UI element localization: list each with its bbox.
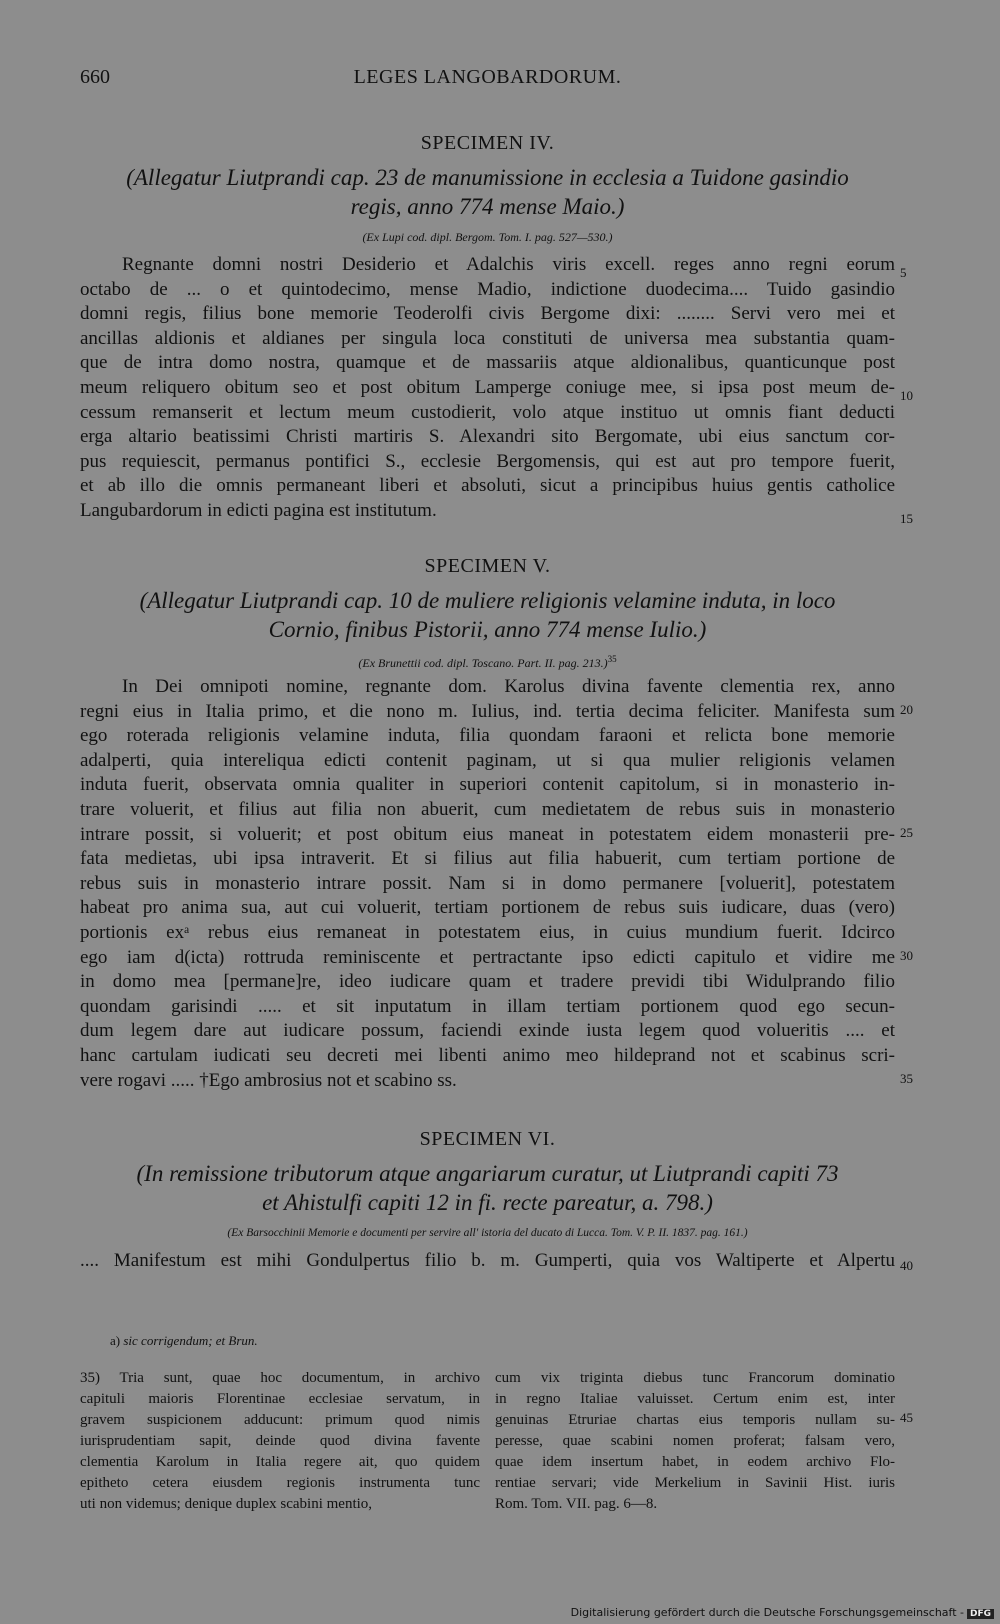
text-line: fata medietas, ubi ipsa intraverit. Et si filius aut filia habuerit, cum tertiam portione de [80,848,895,870]
text-line: adalperti, quia intereliqua edicti contenit paginam, ut si qua mulier religionis velamen [80,749,895,771]
desc-line: regis, anno 774 mense Maio.) [350,194,625,219]
note-label: a) [110,1333,121,1348]
text-line: iurisprudentiam sapit, deinde quod divina favente [80,1433,480,1449]
text-line: erga altario beatissimi Christi martiris S. Alexandri sito Bergomate, ubi eius sanctum cor- [80,426,895,448]
text-line: .... Manifestum est mihi Gondulpertus filio b. m. Gumperti, quia vos Waltiperte et Alpertu [80,1250,895,1271]
text-line: induta fuerit, observata omnia qualiter in superiori contenit capitolum, si in monasterio in- [80,774,895,796]
specimen-4-source: (Ex Lupi cod. dipl. Bergom. Tom. I. pag. 527—530.) [362,230,613,244]
text-line: domni regis, filius bone memorie Teoderolfi civis Bergome dixi: ........ Servi vero mei et [80,303,895,325]
text-line: intrare possit, si voluerit; et post obitum eius maneat in potestatem eidem monasterii pre- [80,823,895,845]
specimen-5-text [80,675,895,1093]
text-line: dum legem dare aut iudicare possum, faciendi exinde iusta legem quod volueritis .... et [80,1020,895,1042]
line-number: 35 [900,1071,913,1086]
line-number: 45 [900,1410,913,1425]
footer-text: Digitalisierung gefördert durch die Deutsche Forschungsgemeinschaft - [570,1606,964,1619]
text-line: Langubardorum in edicti pagina est institutum. [80,499,437,521]
line-number: 5 [900,265,907,280]
specimen-6-text [80,1249,895,1274]
desc-line: et Ahistulfi capiti 12 in fi. recte pareatur, a. 798.) [262,1190,713,1215]
specimen-6-source: (Ex Barsocchinii Memorie e documenti per servire all' istoria del ducato di Lucca. Tom. V. P. II. 1837. pag. 161.) [227,1227,748,1239]
text-line: capituli maioris Florentinae ecclesiae servatum, in [80,1391,480,1407]
text-line: gravem suspicionem adducunt: primum quod nimis [80,1412,480,1428]
specimen-5-source [80,651,895,671]
specimen-6-heading: SPECIMEN VI. [419,1128,556,1150]
text-line: vere rogavi ..... †Ego ambrosius not et scabino ss. [80,1069,457,1091]
footnote-column-left [80,1368,480,1515]
text-line: cessum remanserit et lectum meum custodierit, volo atque instituo ut omnis fiant deducti [80,401,895,423]
specimen-4-text [80,253,895,524]
text-line: quondam garisindi ..... et sit inputatum in illam tertiam portionem quod ego secun- [80,995,895,1017]
text-line: uti non videmus; denique duplex scabini mentio, [80,1496,373,1512]
text-line: epitheto cetera eiusdem regionis instrumenta tunc [80,1475,480,1491]
line-number: 20 [900,702,913,717]
text-line: ego iam d(icta) rottruda reminiscente et pertractante ipso edicti capitulo et vidire me [80,946,895,968]
dfg-logo: DFG [967,1609,994,1619]
text-line: pus requiescit, permanus pontifici S., ecclesie Bergomensis, qui est aut pro tempore fuerit, [80,450,895,472]
text-line: 35) Tria sunt, quae hoc documentum, in archivo [80,1370,480,1386]
text-line: cum vix triginta diebus tunc Francorum dominatio [495,1370,895,1386]
text-line: regni eius in Italia primo, et die nono m. Iulius, ind. tertia decima feliciter. Manifesta sum [80,700,895,722]
text-line: rentiae servari; vide Merkelium in Savinii Hist. iuris [495,1475,895,1491]
critical-note [110,1333,258,1349]
text-line: ego roterada religionis velamine induta, filia quondam faraoni et relicta bone memorie [80,725,895,747]
text-line: octabo de ... o et quintodecimo, mense Madio, indictione duodecima.... Tuido gasindio [80,278,895,300]
text-line: trare voluerit, et filius aut filia non abuerit, cum medietatem de rebus suis in monasterio [80,798,895,820]
text-line: portionis exᵃ rebus eius remaneat in potestatem eius, in cuius mundium fuerit. Idcirco [80,921,895,943]
text-line: hanc cartulam iudicati seu decreti mei libenti animo meo hildeprand not et scabinus scri- [80,1044,895,1066]
specimen-4-heading: SPECIMEN IV. [420,132,555,154]
line-number: 10 [900,388,913,403]
note-text: sic corrigendum; et Brun. [123,1333,258,1348]
text-line: in regno Italiae valuisset. Certum enim est, inter [495,1391,895,1407]
text-line: rebus suis in monasterio intrare possit. Nam si in domo permanere [voluerit], potestatem [80,872,895,894]
line-number: 15 [900,511,913,526]
text-line: quae idem insertum habet, in eodem archivo Flo- [495,1454,895,1470]
specimen-6-description [80,1159,895,1217]
text-line: In Dei omnipoti nomine, regnante dom. Karolus divina favente clementia rex, anno [122,676,895,697]
desc-line: Cornio, finibus Pistorii, anno 774 mense Iulio.) [268,617,707,642]
page-header [80,66,895,96]
text-line: et ab illo die omnis permaneant liberi et absoluti, sicut a principibus huius gentis catholice [80,475,895,497]
desc-line: (Allegatur Liutprandi cap. 10 de muliere religionis velamine induta, in loco [139,588,836,613]
specimen-5-heading: SPECIMEN V. [424,555,551,577]
source-text: (Ex Brunettii cod. dipl. Toscano. Part. II. pag. 213.) [358,656,608,670]
text-line: clementia Karolum in Italia regere ait, quo quidem [80,1454,480,1470]
specimen-4-description [80,163,895,221]
line-number: 30 [900,948,913,963]
text-line: Regnante domni nostri Desiderio et Adalchis viris excell. reges anno regni eorum [122,254,895,275]
text-line: Rom. Tom. VII. pag. 6—8. [495,1496,658,1512]
line-number: 25 [900,825,913,840]
text-line: in domo mea [permane]re, ideo iudicare quam et tradere previdi tibi Widulprando filio [80,971,895,993]
text-line: meum reliquero obitum seo et post obitum Lamperge coniuge mee, si ipsa post meum de- [80,376,895,398]
text-line: peresse, quae scabini nomen proferat; falsam vero, [495,1433,895,1449]
running-title: LEGES LANGOBARDORUM. [353,66,622,88]
specimen-5-description [80,586,895,644]
digitization-footer [571,1606,994,1619]
desc-line: (In remissione tributorum atque angariarum curatur, ut Liutprandi capiti 73 [136,1161,839,1186]
footnote-column-right [495,1368,895,1515]
text-line: genuinas Etruriae chartas eius temporis nullam su- [495,1412,895,1428]
text-line: ancillas aldionis et aldianes per singula loca constituti de universa mea substantia quam- [80,327,895,349]
footnote-ref: 35 [607,654,617,664]
page-number: 660 [80,66,110,88]
line-number: 40 [900,1258,913,1273]
text-line: habeat pro anima sua, aut cui voluerit, tertiam portionem de rebus suis iudicare, duas (vero) [80,897,895,919]
desc-line: (Allegatur Liutprandi cap. 23 de manumissione in ecclesia a Tuidone gasindio [126,165,849,190]
text-line: que de intra domo nostra, quamque et de massariis atque aldionalibus, quanticunque post [80,352,895,374]
